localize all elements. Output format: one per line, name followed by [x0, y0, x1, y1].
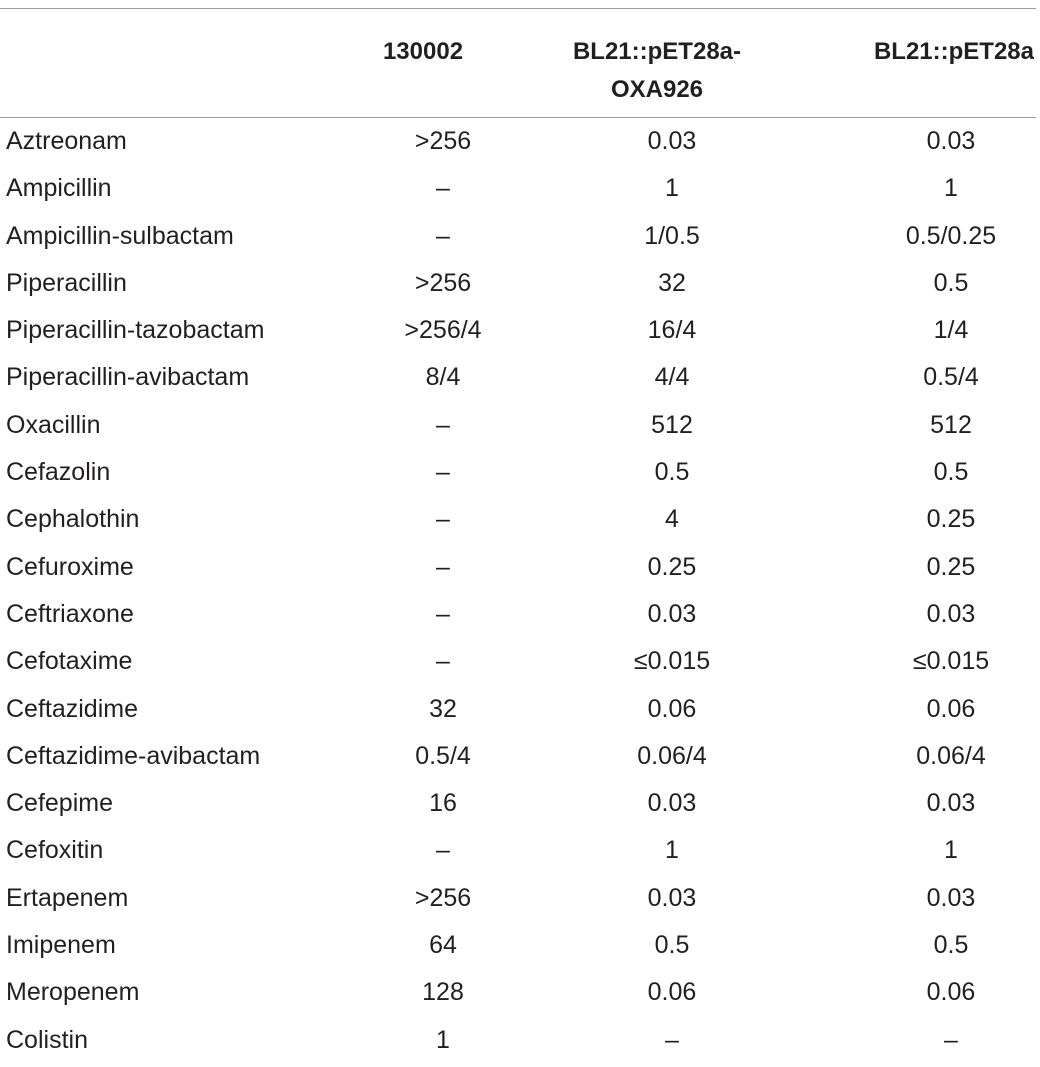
- value-pet28a-cell: 1: [944, 174, 958, 203]
- drug-name-cell: Colistin: [6, 1025, 88, 1054]
- header-bl21-pet28a: BL21::pET28a: [786, 9, 1036, 118]
- header-bl21-pet28a-oxa926: [528, 9, 786, 118]
- value-pet28a-cell: 0.5: [933, 268, 969, 297]
- header-row: [0, 9, 1036, 118]
- value-oxa926-cell: 4: [665, 505, 679, 534]
- value-oxa926-cell: 0.03: [647, 599, 697, 628]
- value-oxa926-cell: 1: [665, 174, 679, 203]
- table-row: [0, 733, 1036, 780]
- drug-name-cell: Meropenem: [6, 978, 140, 1007]
- drug-name-cell: Ampicillin: [6, 174, 112, 203]
- value-oxa926-cell: 1/0.5: [644, 221, 700, 250]
- drug-name-cell: Ampicillin-sulbactam: [6, 221, 234, 250]
- value-oxa926-cell: 0.5: [654, 931, 690, 960]
- value-pet28a-cell: ≤0.015: [912, 647, 990, 676]
- mic-table-container: [0, 8, 1036, 1064]
- header-line-1: BL21::pET28a-: [572, 38, 742, 65]
- value-130002-cell: 128: [422, 978, 464, 1007]
- value-pet28a-cell: 0.5/0.25: [905, 221, 997, 250]
- value-oxa926-cell: ≤0.015: [633, 647, 711, 676]
- value-pet28a-cell: 0.03: [926, 883, 976, 912]
- header-130002: 130002: [318, 9, 528, 118]
- drug-name-cell: Cefazolin: [6, 458, 111, 487]
- value-pet28a-cell: 0.06: [926, 694, 976, 723]
- value-pet28a-cell: 0.25: [926, 552, 976, 581]
- value-130002-cell: –: [436, 410, 450, 439]
- table-row: [0, 591, 1036, 638]
- drug-name-cell: Ceftazidime-avibactam: [6, 741, 261, 770]
- value-pet28a-cell: 0.06: [926, 978, 976, 1007]
- drug-name-cell: Piperacillin-tazobactam: [6, 316, 265, 345]
- table-row: [0, 165, 1036, 212]
- value-130002-cell: 8/4: [425, 363, 461, 392]
- value-pet28a-cell: 0.5/4: [923, 363, 979, 392]
- table-row: [0, 686, 1036, 733]
- value-oxa926-cell: 0.03: [647, 127, 697, 155]
- header-drug: [0, 9, 318, 118]
- value-pet28a-cell: 0.03: [926, 599, 976, 628]
- value-130002-cell: –: [436, 505, 450, 534]
- drug-name-cell: Piperacillin: [6, 268, 127, 297]
- drug-name-cell: Ceftazidime: [6, 694, 138, 723]
- value-pet28a-cell: 0.5: [933, 931, 969, 960]
- table-row: [0, 922, 1036, 969]
- drug-name-cell: Cefoxitin: [6, 836, 104, 865]
- value-pet28a-cell: 0.03: [926, 127, 976, 155]
- value-130002-cell: 16: [429, 789, 457, 818]
- drug-name-cell: Ceftriaxone: [6, 599, 134, 628]
- table-row: [0, 875, 1036, 922]
- value-oxa926-cell: 0.06: [647, 978, 697, 1007]
- value-pet28a-cell: 1: [944, 836, 958, 865]
- drug-name-cell: Cefotaxime: [6, 647, 133, 676]
- value-oxa926-cell: 0.06: [647, 694, 697, 723]
- drug-name-cell: Imipenem: [6, 931, 116, 960]
- value-oxa926-cell: 16/4: [647, 316, 697, 345]
- table-row: [0, 260, 1036, 307]
- value-130002-cell: 64: [429, 931, 457, 960]
- value-pet28a-cell: 0.5: [933, 458, 969, 487]
- table-row: [0, 969, 1036, 1016]
- value-oxa926-cell: 0.03: [647, 883, 697, 912]
- table-body: [0, 118, 1036, 1064]
- value-oxa926-cell: 512: [651, 410, 693, 439]
- value-130002-cell: >256/4: [404, 316, 482, 345]
- value-130002-cell: –: [436, 599, 450, 628]
- value-130002-cell: >256: [414, 268, 472, 297]
- header-line-2: OXA926: [610, 76, 704, 103]
- value-130002-cell: 32: [429, 694, 457, 723]
- mic-table: [0, 8, 1036, 1064]
- value-130002-cell: –: [436, 836, 450, 865]
- value-oxa926-cell: 0.5: [654, 458, 690, 487]
- value-130002-cell: –: [436, 221, 450, 250]
- drug-name-cell: Aztreonam: [6, 127, 127, 155]
- table-row: [0, 827, 1036, 874]
- value-oxa926-cell: 0.25: [647, 552, 697, 581]
- value-130002-cell: –: [436, 458, 450, 487]
- table-row: [0, 118, 1036, 166]
- value-pet28a-cell: 1/4: [933, 316, 969, 345]
- table-row: [0, 638, 1036, 685]
- value-oxa926-cell: –: [665, 1025, 679, 1054]
- value-oxa926-cell: 0.03: [647, 789, 697, 818]
- table-row: [0, 402, 1036, 449]
- table-header: [0, 9, 1036, 118]
- drug-name-cell: Cephalothin: [6, 505, 140, 534]
- drug-name-cell: Ertapenem: [6, 883, 129, 912]
- drug-name-cell: Piperacillin-avibactam: [6, 363, 250, 392]
- drug-name-cell: Cefuroxime: [6, 552, 134, 581]
- value-130002-cell: 1: [436, 1025, 450, 1054]
- value-pet28a-cell: –: [944, 1025, 958, 1054]
- drug-name-cell: Oxacillin: [6, 410, 101, 439]
- drug-name-cell: Cefepime: [6, 789, 113, 818]
- value-oxa926-cell: 32: [658, 268, 686, 297]
- value-130002-cell: –: [436, 174, 450, 203]
- table-row: [0, 544, 1036, 591]
- value-oxa926-cell: 0.06/4: [637, 741, 707, 770]
- table-row: [0, 449, 1036, 496]
- value-oxa926-cell: 4/4: [654, 363, 690, 392]
- table-row: [0, 1017, 1036, 1064]
- value-130002-cell: >256: [414, 883, 472, 912]
- value-pet28a-cell: 512: [930, 410, 972, 439]
- table-row: [0, 780, 1036, 827]
- value-pet28a-cell: 0.03: [926, 789, 976, 818]
- value-oxa926-cell: 1: [665, 836, 679, 865]
- table-row: [0, 354, 1036, 401]
- table-row: [0, 213, 1036, 260]
- value-pet28a-cell: 0.25: [926, 505, 976, 534]
- value-130002-cell: >256: [414, 127, 472, 155]
- table-row: [0, 496, 1036, 543]
- value-130002-cell: –: [436, 647, 450, 676]
- value-130002-cell: –: [436, 552, 450, 581]
- table-row: [0, 307, 1036, 354]
- value-pet28a-cell: 0.06/4: [916, 741, 986, 770]
- value-130002-cell: 0.5/4: [415, 741, 471, 770]
